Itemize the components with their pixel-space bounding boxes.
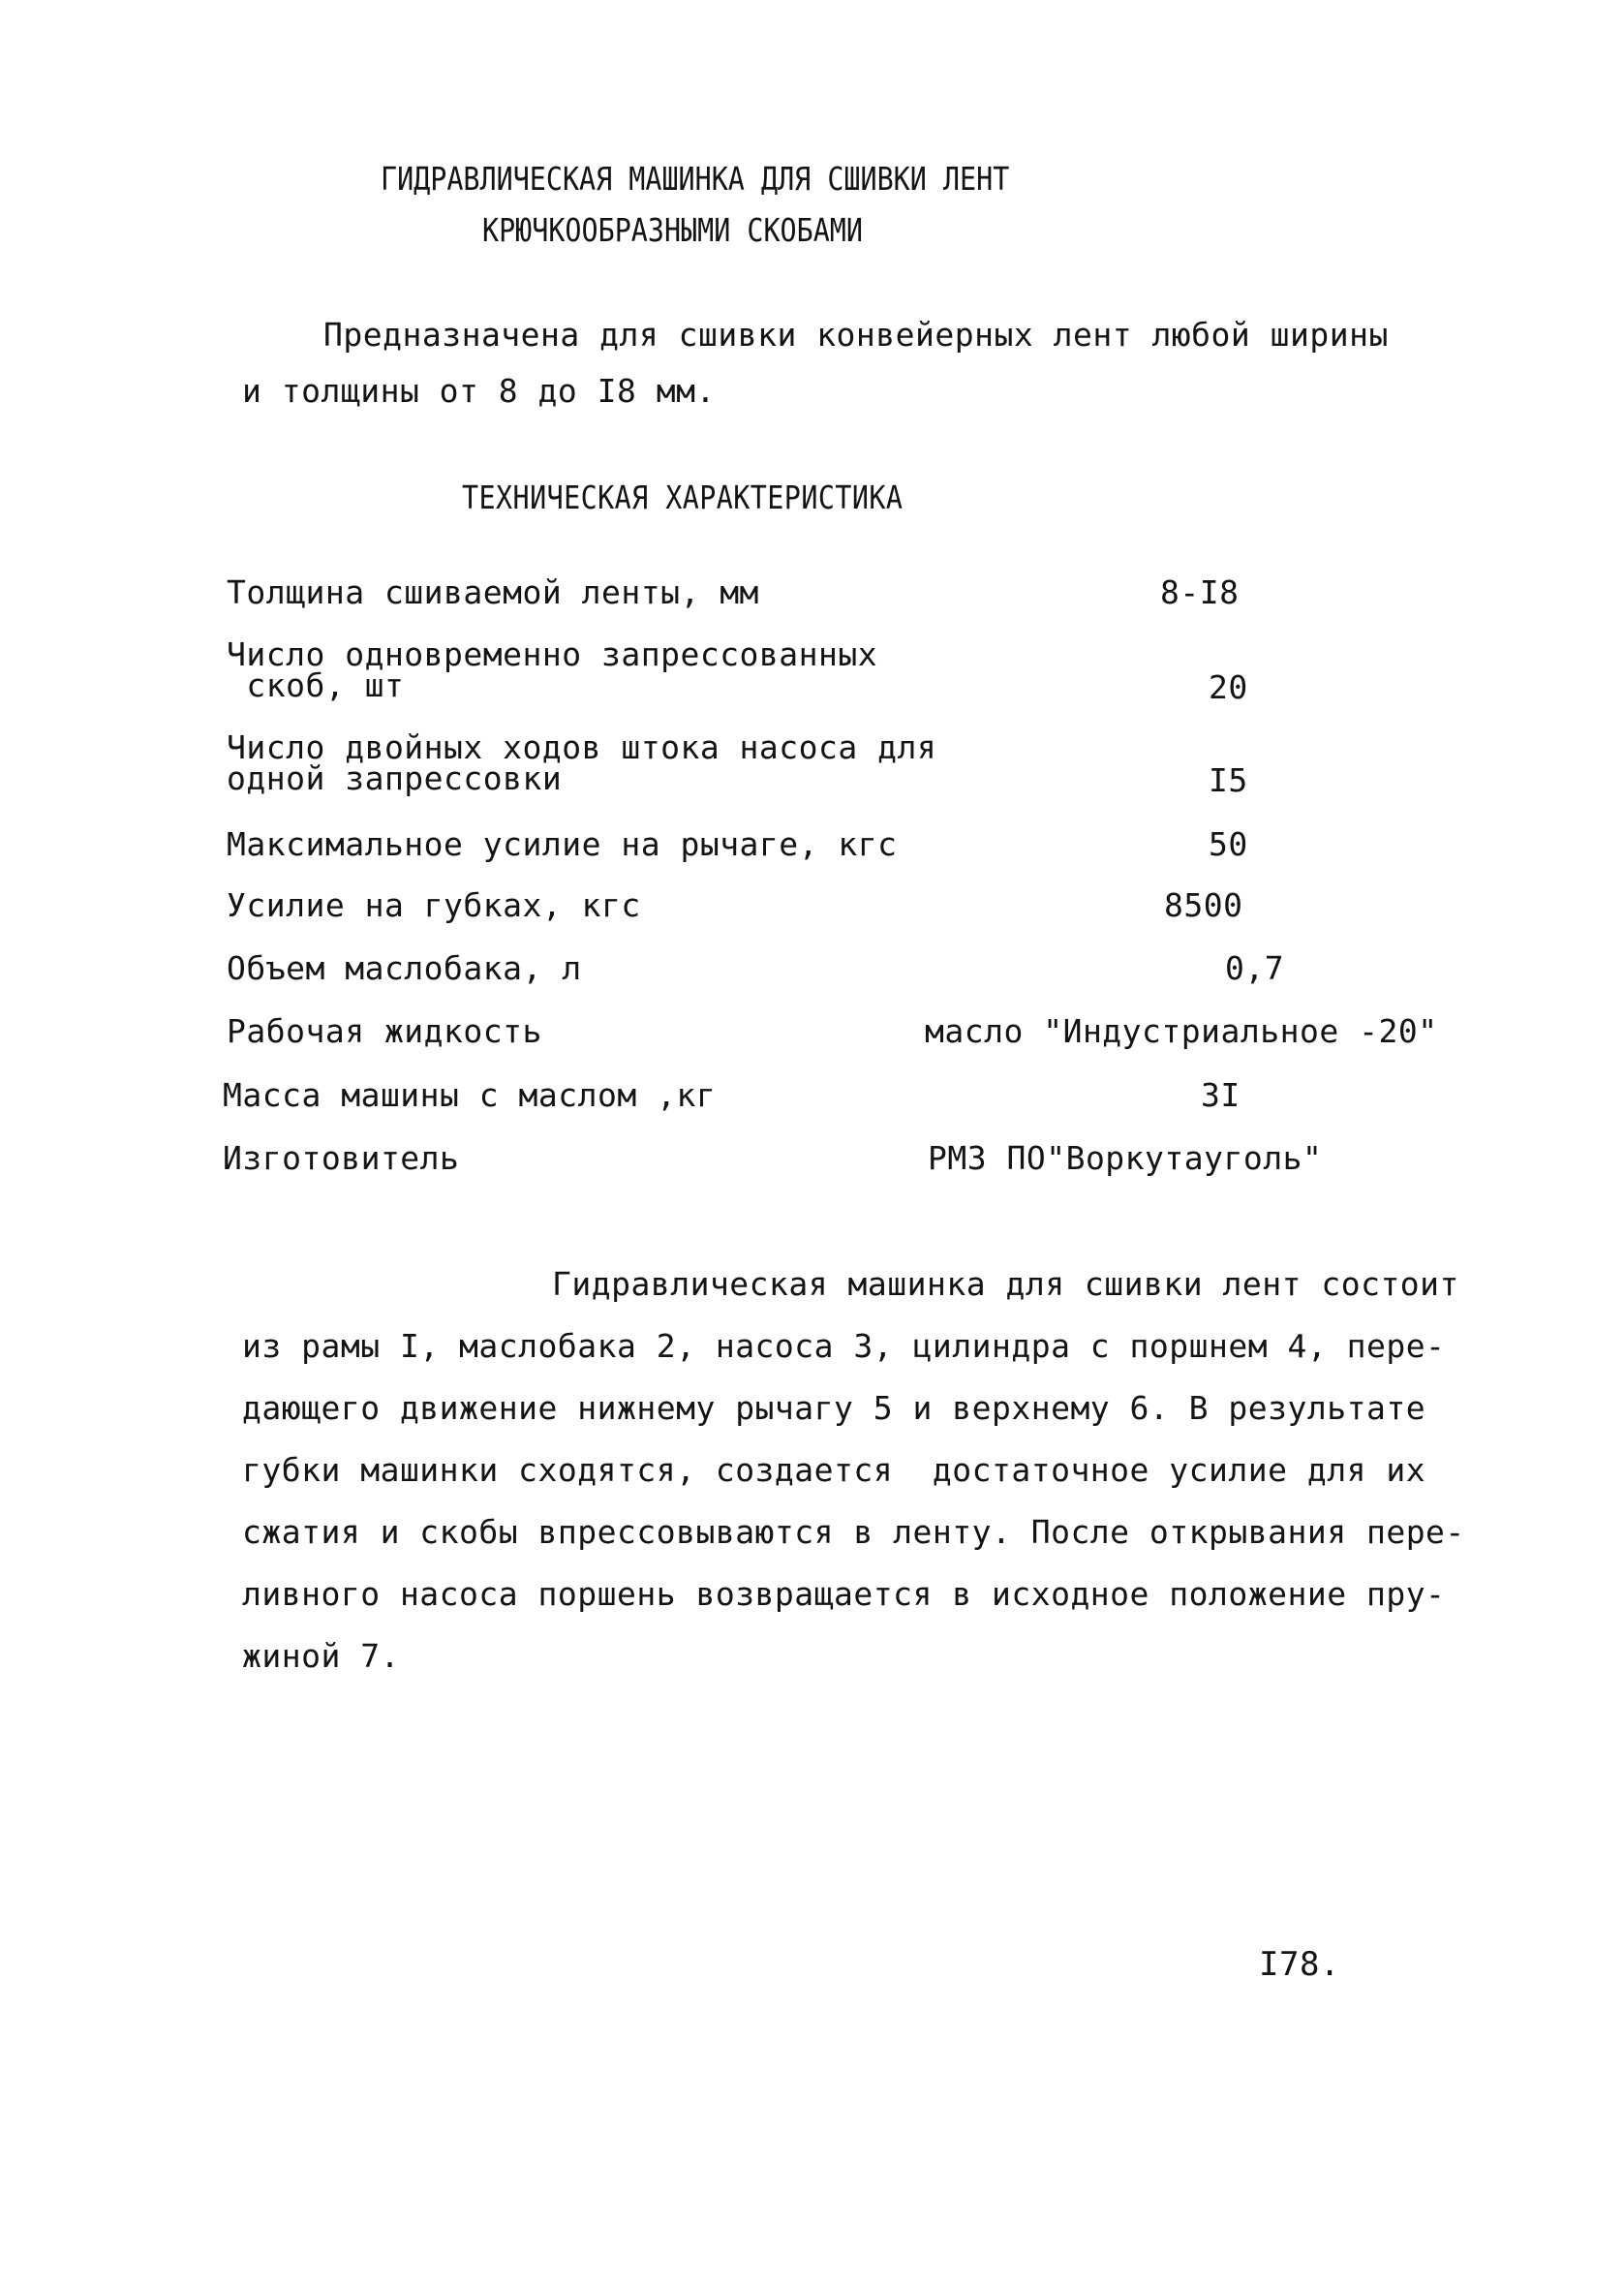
description-line: Гидравлическая машинка для сшивки лент состоит (552, 1265, 1459, 1303)
spec-value: 0,7 (1225, 949, 1285, 987)
spec-label: Объем маслобака, л (227, 949, 582, 987)
description-line: дающего движение нижнему рычагу 5 и верхнему 6. В результате (242, 1389, 1426, 1427)
spec-label: Рабочая жидкость (227, 1012, 542, 1050)
description-line: губки машинки сходятся, создается достаточное усилие для их (242, 1451, 1426, 1489)
intro-line2: и толщины от 8 до I8 мм. (242, 372, 716, 410)
spec-value: 50 (1209, 825, 1248, 863)
spec-value: масло "Индустриальное -20" (925, 1012, 1438, 1050)
page-number: I78. (1259, 1945, 1340, 1984)
spec-value: 8-I8 (1160, 573, 1240, 611)
description-line: жиной 7. (242, 1637, 400, 1675)
spec-label: Число двойных ходов штока насоса для (227, 728, 937, 766)
spec-label: Усилие на губках, кгс (227, 886, 641, 924)
description-line: сжатия и скобы впрессовываются в ленту. После открывания пере- (242, 1513, 1465, 1551)
spec-value: 8500 (1164, 886, 1243, 924)
spec-value: 20 (1209, 668, 1248, 706)
description-line: из рамы I, маслобака 2, насоса 3, цилиндра с поршнем 4, пере- (242, 1327, 1446, 1365)
spec-value: РМЗ ПО"Воркутауголь" (928, 1139, 1323, 1177)
document-title-line1: ГИДРАВЛИЧЕСКАЯ МАШИНКА ДЛЯ СШИВКИ ЛЕНТ (381, 160, 1010, 198)
spec-label: Максимальное усилие на рычаге, кгс (227, 825, 898, 863)
description-line: ливного насоса поршень возвращается в исходное положение пру- (242, 1575, 1446, 1613)
spec-heading: ТЕХНИЧЕСКАЯ ХАРАКТЕРИСТИКА (462, 479, 904, 516)
spec-label: Число одновременно запрессованных (227, 635, 878, 673)
spec-label: скоб, шт (227, 666, 405, 704)
document-title-line2: КРЮЧКООБРАЗНЫМИ СКОБАМИ (482, 211, 863, 249)
spec-label: одной запрессовки (227, 759, 563, 797)
spec-label: Изготовитель (223, 1139, 460, 1177)
spec-value: 3I (1201, 1076, 1241, 1114)
spec-label: Масса машины с маслом ,кг (223, 1076, 717, 1114)
spec-label: Толщина сшиваемой ленты, мм (227, 573, 759, 611)
spec-value: I5 (1209, 761, 1248, 799)
intro-line1: Предназначена для сшивки конвейерных лент любой ширины (323, 316, 1389, 354)
